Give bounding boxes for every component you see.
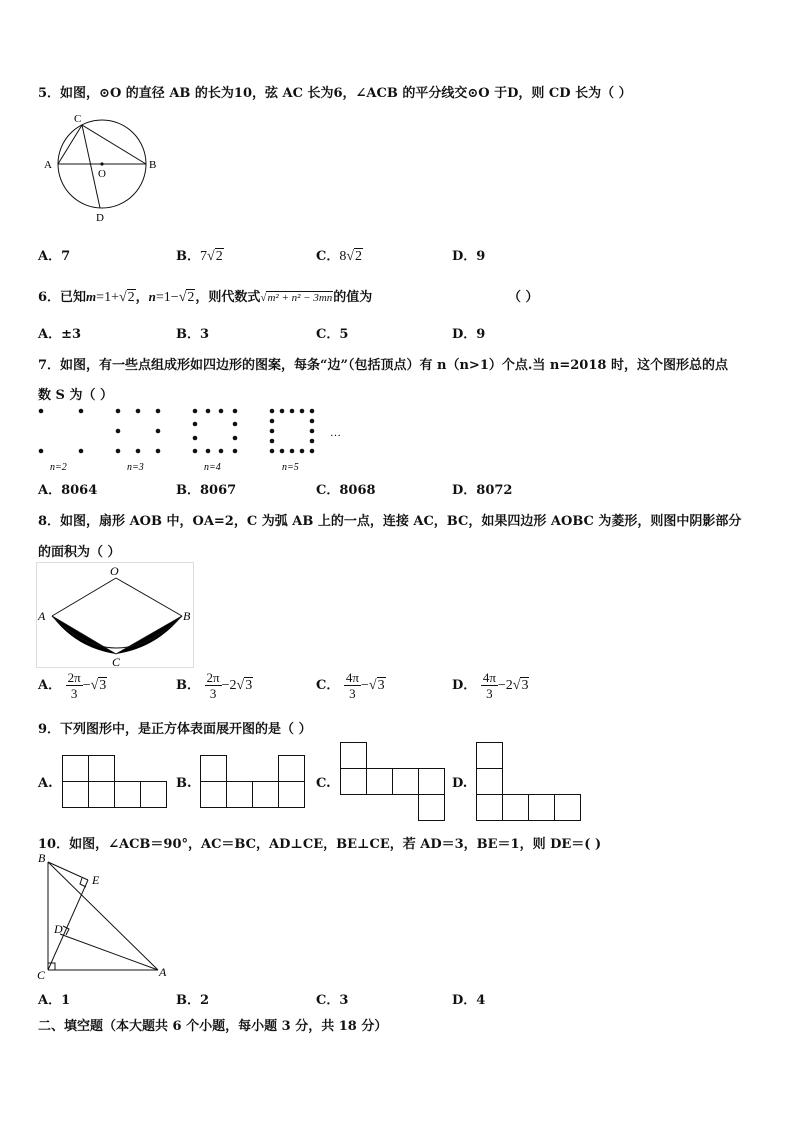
q5-option-c-radicand: 2 (355, 249, 363, 264)
q6-n-radicand: 2 (187, 290, 195, 305)
q10-option-a[interactable] (38, 989, 70, 1008)
q9-net-a[interactable] (62, 755, 170, 809)
q8-option-b[interactable]: B． $\frac{2\pi}{3}$ −2√3 (176, 670, 253, 701)
q10-label-C: C (37, 968, 46, 982)
q7-pattern-n4 (193, 409, 238, 454)
q10-option-a-letter: A． (38, 993, 62, 1008)
q5-option-c[interactable]: C．8√2 (316, 249, 363, 264)
q8-option-b-letter: B． (176, 678, 200, 693)
q7-ellipsis: … (330, 427, 341, 439)
q5-option-b[interactable]: B．7√2 (176, 249, 223, 264)
q8-option-b-radicand: 3 (245, 678, 253, 693)
q5-option-c-coef: 8 (339, 249, 347, 264)
q5-option-a-letter: A． (38, 249, 62, 264)
q6-m-expr: =1+ (96, 290, 119, 305)
q6-option-d-value: 9 (476, 327, 486, 342)
q9-option-c-label[interactable]: C. (316, 776, 331, 791)
q7-option-c-letter: C． (316, 483, 340, 498)
q5-option-b-radicand: 2 (215, 249, 223, 264)
q8-option-a-radicand: 3 (99, 678, 107, 693)
q5-option-b-letter: B． (176, 249, 200, 264)
q5-option-c-letter: C． (316, 249, 340, 264)
q7-option-c[interactable] (316, 479, 376, 498)
q9-text: 9．下列图形中，是正方体表面展开图的是（ ） (38, 722, 312, 737)
q7-line1: 7．如图，有一些点组成形如四边形的图案，每条“边”（包括顶点）有 n（n>1）个点.当 n=2018 时，这个图形总的点 (38, 358, 728, 373)
q5-label-B: B (149, 159, 157, 171)
q5-option-d-value: 9 (476, 249, 486, 264)
q8-option-c-num: 4π (345, 670, 359, 685)
q6-pre: 6．已知 (38, 290, 87, 305)
q5-option-d-letter: D． (452, 249, 477, 264)
q5-circle-diagram (40, 112, 170, 227)
q6-answer-paren: （ ） (508, 290, 539, 305)
q6-option-b-value: 3 (200, 327, 210, 342)
q8-label-O: O (110, 564, 119, 578)
q10-option-c[interactable] (316, 989, 348, 1008)
q8-option-a[interactable]: A． $\frac{2\pi}{3}$ −√3 (38, 670, 107, 701)
q8-option-c-tail: − (360, 678, 369, 693)
q7-option-b-letter: B． (176, 483, 200, 498)
q7-option-a-value: 8064 (61, 483, 98, 498)
q5-text: 5．如图，⊙O 的直径 AB 的长为10，弦 AC 长为6，∠ACB 的平分线交⊙O 于D，则 CD 长为（ ） (38, 86, 632, 101)
q6-var-m: m (86, 289, 97, 304)
q7-option-d-value: 8072 (476, 483, 513, 498)
q6-mid: ，则代数式 (195, 290, 261, 305)
q8-line2: 的面积为（ ） (38, 545, 121, 560)
q10-option-b-value: 2 (200, 993, 210, 1008)
q8-option-c-radicand: 3 (377, 678, 385, 693)
q10-triangle-diagram (34, 852, 174, 982)
q8-option-d-letter: D． (452, 678, 477, 693)
q6-n-expr: =1− (155, 290, 179, 305)
q9-net-b[interactable] (200, 755, 308, 809)
q10-label-B: B (38, 851, 46, 865)
q7-dot-patterns (30, 402, 350, 474)
q6-post: 的值为 (333, 290, 373, 305)
q10-label-A: A (159, 965, 167, 979)
q8-option-d-tail: −2 (497, 678, 513, 693)
q10-label-E: E (92, 873, 100, 887)
q6-expr-radicand: m² + n² − 3mn (267, 292, 333, 304)
q6-option-d[interactable] (452, 323, 485, 342)
q8-option-d-num: 4π (482, 670, 496, 685)
q8-option-d-den: 3 (486, 686, 493, 701)
q6-m-radicand: 2 (127, 290, 135, 305)
q6-option-b-letter: B． (176, 327, 200, 342)
q8-option-c-den: 3 (349, 686, 356, 701)
q8-line1: 8．如图，扇形 AOB 中，OA=2，C 为弧 AB 上的一点，连接 AC，BC，如果四边形 AOBC 为菱形，则图中阴影部分 (38, 514, 742, 529)
q5-option-d[interactable] (452, 245, 485, 264)
q7-caption-n4: n=4 (204, 462, 221, 473)
q8-option-c[interactable]: C． $\frac{4\pi}{3}$ −√3 (316, 670, 385, 701)
q8-option-b-num: 2π (206, 670, 220, 685)
q8-label-B: B (183, 609, 191, 623)
q9-option-d-label[interactable]: D. (452, 776, 468, 791)
q7-pattern-n5 (270, 409, 315, 454)
q8-option-b-tail: −2 (221, 678, 237, 693)
q6-text: 6．已知m=1+√2，n=1−√2，则代数式√m² + n² − 3mn的值为 (38, 289, 373, 305)
q7-line2: 数 S 为（ ） (38, 388, 113, 403)
q8-option-a-letter: A． (38, 678, 62, 693)
q5-option-a-value: 7 (61, 249, 71, 264)
q7-caption-n3: n=3 (127, 462, 144, 473)
q9-net-c[interactable] (340, 742, 450, 824)
q8-option-d[interactable]: D． $\frac{4\pi}{3}$ −2√3 (452, 670, 529, 701)
q5-option-b-coef: 7 (200, 249, 207, 264)
q8-option-a-num: 2π (67, 670, 81, 685)
q6-option-b[interactable] (176, 323, 209, 342)
q8-label-C: C (112, 655, 121, 669)
q10-option-a-value: 1 (61, 993, 71, 1008)
q7-option-b-value: 8067 (200, 483, 237, 498)
q5-label-D: D (96, 212, 104, 224)
q7-option-c-value: 8068 (339, 483, 376, 498)
q8-option-a-tail: − (82, 678, 91, 693)
q10-option-b-letter: B． (176, 993, 200, 1008)
q6-option-c[interactable] (316, 323, 348, 342)
q6-option-d-letter: D． (452, 327, 477, 342)
q7-option-a-letter: A． (38, 483, 62, 498)
q10-text: 10．如图，∠ACB＝90°，AC＝BC，AD⊥CE，BE⊥CE，若 AD＝3，BE＝1，则 DE＝( ) (38, 837, 602, 852)
q10-option-c-letter: C． (316, 993, 340, 1008)
q7-caption-n2: n=2 (50, 462, 67, 473)
q10-option-d[interactable] (452, 989, 485, 1008)
q8-sector-diagram (36, 562, 194, 670)
q8-option-d-radicand: 3 (521, 678, 529, 693)
q7-option-a[interactable] (38, 479, 97, 498)
section2-title: 二、填空题（本大题共 6 个小题，每小题 3 分，共 18 分） (38, 1019, 388, 1034)
q6-option-c-value: 5 (339, 327, 349, 342)
q8-option-a-den: 3 (70, 686, 78, 701)
q6-option-a-letter: A． (38, 327, 62, 342)
q7-caption-n5: n=5 (282, 462, 299, 473)
q8-option-b-den: 3 (209, 686, 217, 701)
q5-label-A: A (44, 159, 52, 171)
q8-label-A: A (38, 609, 46, 623)
q7-pattern-n3 (116, 409, 161, 454)
q5-label-O: O (98, 168, 106, 180)
q10-option-d-letter: D． (452, 993, 477, 1008)
q10-label-D: D (54, 922, 63, 936)
q6-option-a[interactable] (38, 323, 81, 342)
q7-pattern-n2 (39, 409, 84, 454)
q7-option-b[interactable] (176, 479, 236, 498)
q6-option-c-letter: C． (316, 327, 340, 342)
q9-option-a-label[interactable]: A. (38, 776, 53, 791)
q6-var-n: n (148, 289, 156, 304)
q10-option-b[interactable] (176, 989, 209, 1008)
q7-option-d[interactable] (452, 479, 512, 498)
q9-option-b-label[interactable]: B. (176, 776, 192, 791)
q6-option-a-value: ±3 (61, 327, 82, 342)
q10-option-d-value: 4 (476, 993, 486, 1008)
q8-option-c-letter: C． (316, 678, 340, 693)
q6-sep: ， (135, 290, 149, 305)
q5-label-C: C (74, 113, 82, 125)
q10-option-c-value: 3 (339, 993, 349, 1008)
q5-option-a[interactable] (38, 245, 70, 264)
q7-option-d-letter: D． (452, 483, 477, 498)
q9-net-d[interactable] (476, 742, 586, 824)
